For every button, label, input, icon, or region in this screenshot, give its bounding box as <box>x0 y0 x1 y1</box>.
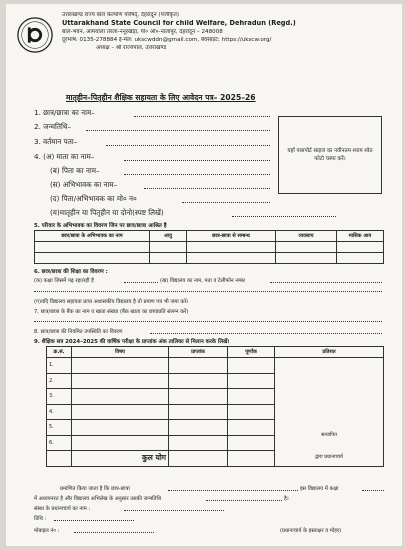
application-form-page <box>6 4 402 546</box>
guardian-table <box>34 230 384 264</box>
col-subject: विषय <box>72 347 169 358</box>
marks-table <box>46 346 384 467</box>
header-president: अध्यक्ष – श्री राज्यपाल, उत्तराखण्ड <box>96 45 167 51</box>
school-details-label: (ख) विद्यालय का नाम, पता व टेलीफोन नम्बर <box>160 278 245 284</box>
col-relation: छात्र-छात्रा से सम्बन्ध <box>187 231 276 242</box>
field-father-name-label: (ब) पिता का नाम– <box>50 166 100 175</box>
form-title: मातृहीन–पितृहीन शैक्षिक सहायता के लिए आवेदन पत्र– 2025–26 <box>66 93 256 102</box>
principal-name-line[interactable] <box>124 510 224 511</box>
class-line[interactable] <box>124 282 158 283</box>
council-logo <box>16 16 54 54</box>
date-line[interactable] <box>54 520 134 521</box>
certificate-class-line[interactable] <box>362 490 384 491</box>
principal-signature-label: (प्रधानाचार्य के हस्ताक्षर व मोहर) <box>280 528 342 534</box>
col-age: आयु <box>150 231 187 242</box>
table-row[interactable]: 6. <box>47 435 384 451</box>
principal-name-label: संस्था के प्रधानाचार्य का नाम : <box>34 506 91 512</box>
field-mother-name-line[interactable] <box>124 160 270 161</box>
date-label: तिथि : <box>34 516 47 522</box>
photo-instruction: यहाँ पासपोर्ट साइज का नवीनतम श्याम श्वेत फोटो चस्पा करें। <box>287 148 373 162</box>
table-row[interactable]: 3. <box>47 389 384 405</box>
attendance-label: 8. छात्र/छात्रा की नियमित उपस्थिति का विवरण <box>34 329 123 335</box>
field-guardian-mobile-line[interactable] <box>182 202 270 203</box>
principal-label: द्वारा प्रधानाचार्य <box>315 453 343 460</box>
certificate-dob-line[interactable] <box>206 500 282 501</box>
school-details-line-2[interactable] <box>34 291 382 292</box>
field-orphan-status-label: (य)मातृहीन या पितृहीन या दोनो(स्पष्ट लिखें) <box>50 208 164 217</box>
table-header-row <box>35 231 384 242</box>
col-max-marks: पूर्णांक <box>228 347 275 358</box>
attendance-line[interactable] <box>150 333 382 334</box>
table-row[interactable]: 2. <box>47 373 384 389</box>
col-occupation: व्यवसाय <box>276 231 337 242</box>
certificate-text-2: में अध्ययनरत है और विद्यालय अभिलेख के अनुसार उसकी जन्मतिथि <box>34 496 162 502</box>
header-line-english: Uttarakhand State Council for child Welfare, Dehradun (Regd.) <box>62 20 296 27</box>
col-serial: क्र.सं. <box>47 347 72 358</box>
field-student-name-line[interactable] <box>134 116 270 117</box>
certificate-text-1: प्रमाणित किया जाता है कि छात्र-छात्रा <box>60 486 130 492</box>
mobile-line[interactable] <box>74 532 154 533</box>
field-mother-name-label: 4. (अ) माता का नाम– <box>34 152 95 161</box>
section-6-title: 6. छात्र/छात्रा की शिक्षा का विवरण : <box>34 269 108 275</box>
header-contact: दूरभाष: 0135-278884 ई-मेल: ukscwddn@gmail.com, बेवसाइट: https://ukscw.org/ <box>62 37 272 43</box>
field-dob-line[interactable] <box>86 130 270 131</box>
bank-details-label: 7. छात्र/छात्रा के बैंक का नाम व खाता संख्या (बैंक खाता का छायाप्रति संलग्न करें) <box>34 309 189 315</box>
table-row[interactable]: 4. <box>47 404 384 420</box>
field-address-label: 3. वर्तमान पता– <box>34 137 78 146</box>
col-percentage: प्रतिशत <box>275 347 384 358</box>
header-address: बाल-भवन, आमवाला तरला-ननूरखेड़ा, पो० ऑ०-नालापुर, देहरादून – 248008 <box>62 29 223 35</box>
school-details-line[interactable] <box>270 282 382 283</box>
table-row[interactable] <box>35 242 384 253</box>
verification-cell <box>275 358 384 467</box>
certificate-class-label: इस विद्यालय में कक्षा <box>300 486 339 492</box>
certificate-text-2b: है। <box>284 496 289 502</box>
field-guardian-name-line[interactable] <box>144 188 270 189</box>
aided-school-note: (ग)यदि विद्यालय सहायता प्राप्त अशासकीय विद्यालय है तो प्रमाण पत्र भी जमा करें। <box>34 299 189 305</box>
table-row[interactable]: 1. सत्यापित द्वारा प्रधानाचार्य <box>47 358 384 374</box>
field-father-name-line[interactable] <box>124 174 270 175</box>
field-student-name-label: 1. छात्र/छात्रा का नाम– <box>34 108 95 117</box>
col-guardian-name: छात्र/छात्रा के अभिभावक का नाम <box>35 231 150 242</box>
field-address-line[interactable] <box>106 145 270 146</box>
certificate-student-line[interactable] <box>168 490 298 491</box>
field-guardian-mobile-label: (द) पिता/अभिभावक का मो० न० <box>50 194 137 203</box>
field-orphan-status-line[interactable] <box>232 216 336 217</box>
field-dob-label: 2. जन्मतिथि– <box>34 122 72 131</box>
field-guardian-name-label: (स) अभिभावक का नाम– <box>50 180 118 189</box>
mobile-label: मोबाइल नं० : <box>34 528 60 534</box>
section-9-title: 9. शैक्षिक सत्र 2024–2025 की वार्षिक परीक्षा के प्राप्तांक अंक तालिका से मिलान करके लिखें। <box>34 339 230 345</box>
verified-label: सत्यापित <box>320 431 337 438</box>
col-monthly-income: मासिक आय <box>337 231 384 242</box>
section-5-title: 5. परिवार के अभिभावक का विवरण जिन पर छात्र/छात्रा आश्रित है <box>34 223 167 229</box>
class-label: (क) कक्षा जिसमें पढ़ रहा/रही है <box>34 278 94 284</box>
table-row[interactable] <box>35 253 384 264</box>
bank-details-line[interactable] <box>34 321 382 322</box>
header-line-hindi: उत्तराखण्ड राज्य बाल कल्याण परिषद्, देहरादून (पंजीकृत) <box>62 12 180 18</box>
col-marks-obtained: प्राप्तांक <box>169 347 228 358</box>
table-row[interactable]: 5. <box>47 420 384 436</box>
photo-box[interactable] <box>278 116 382 194</box>
table-header-row <box>47 347 384 358</box>
total-label: कुल योग <box>72 451 169 467</box>
